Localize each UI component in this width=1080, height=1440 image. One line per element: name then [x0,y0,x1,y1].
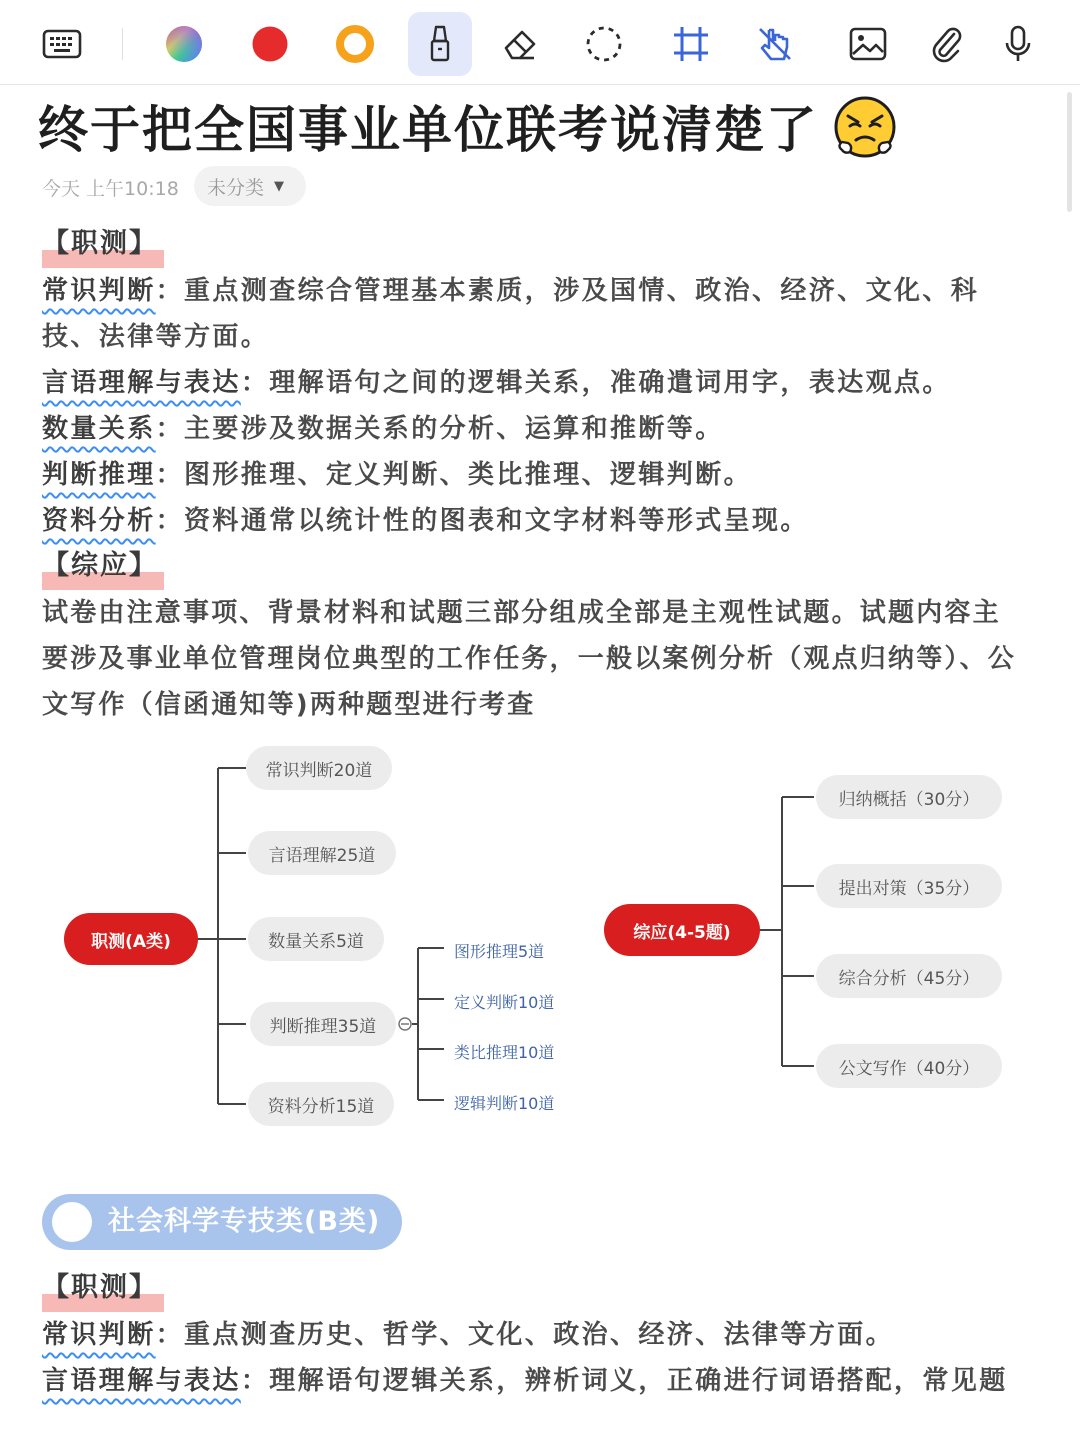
text-line [42,1312,1042,1358]
attachment-icon[interactable] [914,12,978,76]
mindmap-leaf: 定义判断10道 [454,993,555,1012]
keyword: 数量关系 [42,414,156,444]
mindmap-branch: 归纳概括（30分） [816,775,1002,819]
keyword: 常识判断 [42,276,156,306]
eraser-icon[interactable] [488,12,552,76]
keyboard-icon[interactable] [30,12,94,76]
text-line [42,268,1042,314]
mindmap-branch: 常识判断20道 [246,746,392,790]
section-b-pill [42,1194,402,1250]
note-timestamp: 今天 上午10:18 [42,178,179,200]
toolbar-divider [122,28,123,60]
line-text: ：理解语句之间的逻辑关系，准确遣词用字，表达观点。 [240,368,951,398]
text-line [42,406,1042,452]
image-icon[interactable] [836,12,900,76]
text-line [42,1358,1042,1404]
note-title[interactable]: 终于把全国事业单位联考说清楚了 [38,101,818,159]
text-line [42,498,1042,544]
line-text: ：资料通常以统计性的图表和文字材料等形式呈现。 [155,506,809,536]
text-line [42,452,1042,498]
mindmap-branch: 言语理解25道 [248,831,396,875]
line-text: ：重点测查历史、哲学、文化、政治、经济、法律等方面。 [155,1320,895,1350]
category-label: 未分类 [207,176,265,199]
touch-off-icon[interactable] [743,12,807,76]
circle-icon [52,1202,92,1242]
mindmap-branch: 综合分析（45分） [816,954,1002,998]
text-line: 技、法律等方面。 [42,322,270,352]
line-text: ：主要涉及数据关系的分析、运算和推断等。 [155,414,724,444]
drawing-toolbar [0,0,1080,85]
red-color-icon[interactable] [238,12,302,76]
zhice-tag-b: 【职测】 [42,1270,158,1310]
keyword: 常识判断 [42,1320,156,1350]
scrollbar[interactable] [1067,92,1072,212]
mindmap-leaf: 逻辑判断10道 [454,1094,555,1113]
line-text: ：重点测查综合管理基本素质，涉及国情、政治、经济、文化、科 [155,276,980,306]
text-line [42,360,1042,406]
color-wheel-icon[interactable] [152,12,216,76]
keyword: 资料分析 [42,506,156,536]
mindmap-root-zongying: 综应(4-5题) [604,904,760,956]
crop-icon[interactable] [659,12,723,76]
line-text: ：图形推理、定义判断、类比推理、逻辑判断。 [155,460,753,490]
paragraph-line: 文写作（信函通知等)两种题型进行考查 [42,690,536,720]
highlighter-icon[interactable] [408,12,472,76]
mindmap-branch: 判断推理35道 [250,1002,396,1046]
chevron-down-icon: ▼ [274,178,285,194]
zongying-tag: 【综应】 [42,548,158,588]
mindmap-leaf: 类比推理10道 [454,1043,555,1062]
mindmap-branch: 公文写作（40分） [816,1044,1002,1088]
mindmap-branch: 资料分析15道 [248,1082,394,1126]
keyword: 言语理解与表达 [42,1366,241,1396]
line-text: ：理解语句逻辑关系，辨析词义，正确进行词语搭配，常见题 [240,1366,1008,1396]
paragraph-line: 试卷由注意事项、背景材料和试题三部分组成全部是主观性试题。试题内容主 [42,598,1001,628]
lasso-select-icon[interactable] [572,12,636,76]
angry-face-emoji [834,96,896,158]
zhice-tag: 【职测】 [42,226,158,266]
section-b-label: 社会科学专技类(B类) [108,1206,381,1237]
orange-ring-icon[interactable] [323,12,387,76]
mindmap-branch: 提出对策（35分） [816,864,1002,908]
mindmap-branch: 数量关系5道 [248,917,384,961]
category-dropdown[interactable] [194,166,306,206]
mindmap-root-zhice: 职测(A类) [64,913,198,965]
paragraph-line: 要涉及事业单位管理岗位典型的工作任务，一般以案例分析（观点归纳等）、公 [42,644,1017,674]
mindmap-leaf: 图形推理5道 [454,942,545,961]
microphone-icon[interactable] [986,12,1050,76]
keyword: 言语理解与表达 [42,368,241,398]
mindmap-image[interactable] [0,730,1080,1170]
keyword: 判断推理 [42,460,156,490]
